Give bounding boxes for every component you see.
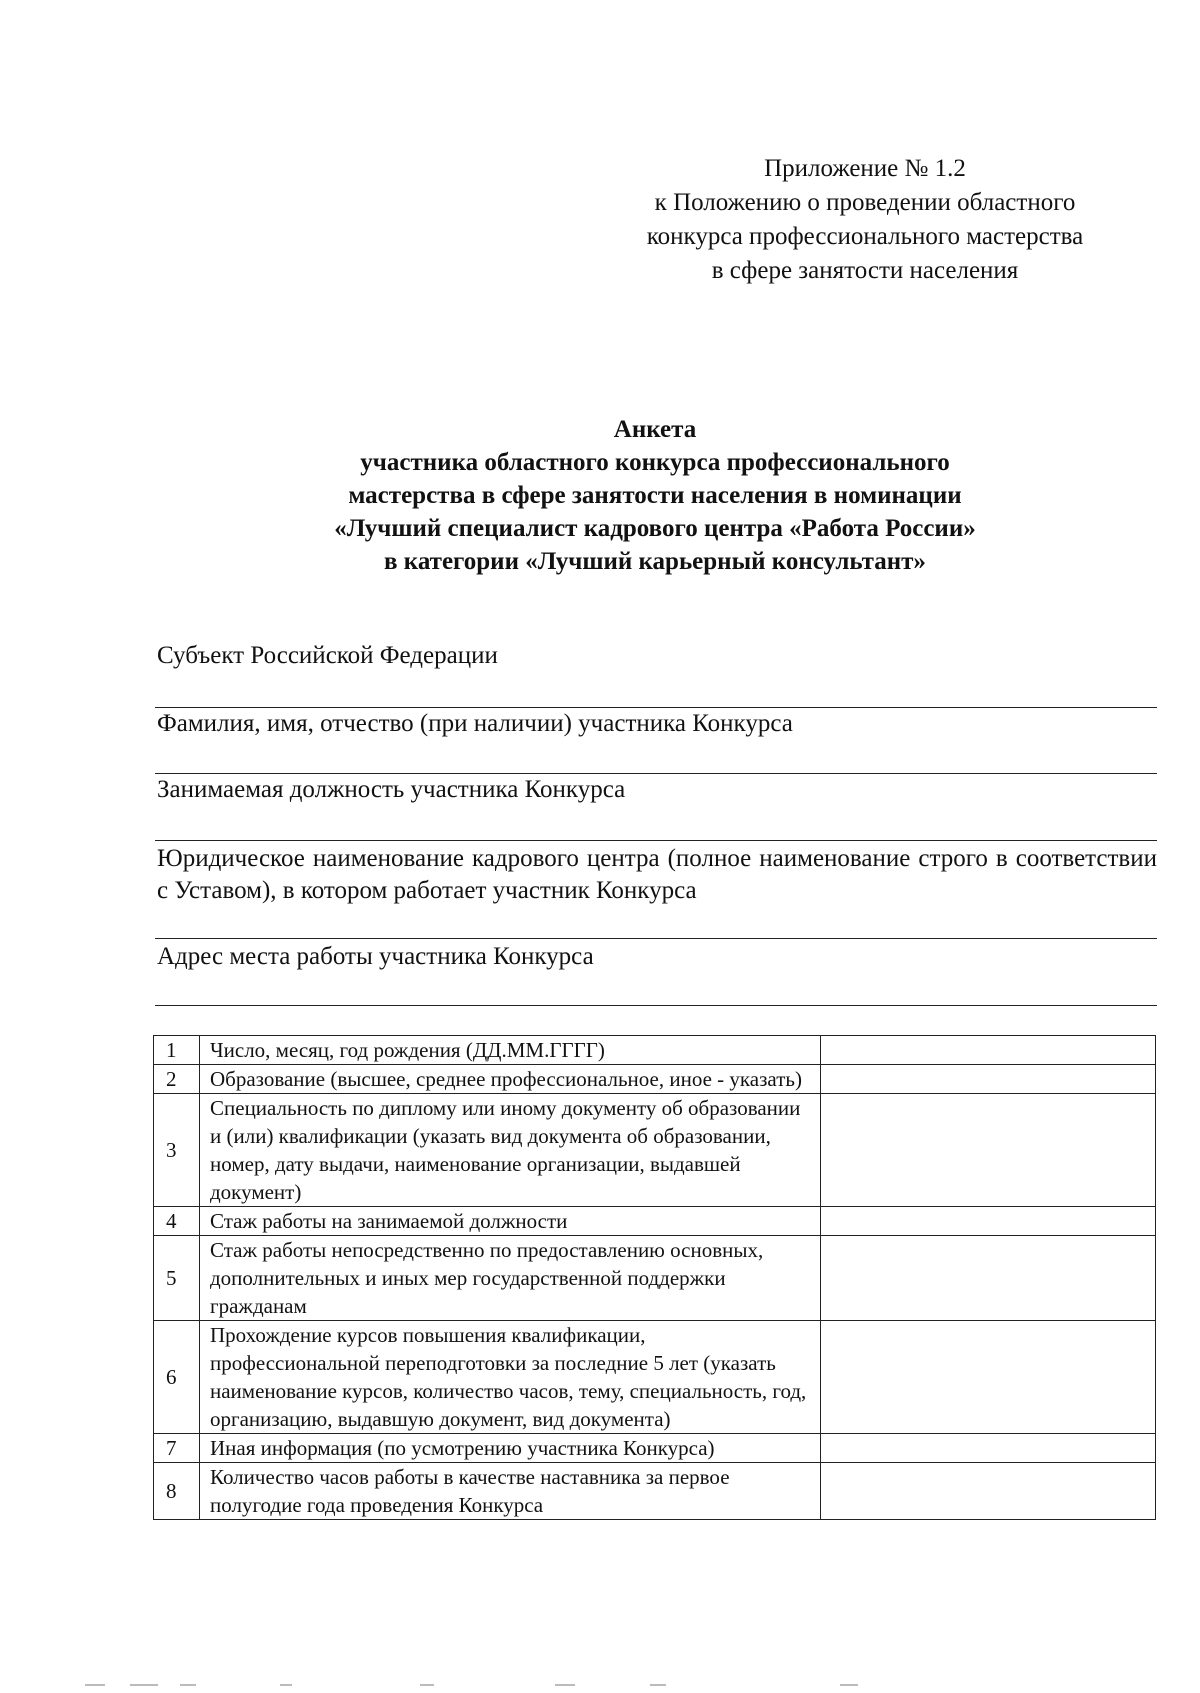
row-question: Стаж работы на занимаемой должности [200, 1207, 821, 1236]
table-row [154, 1036, 1156, 1065]
row-question: Иная информация (по усмотрению участника Конкурса) [200, 1434, 821, 1463]
title-line: участника областного конкурса профессионального [360, 449, 950, 476]
table-row [154, 1321, 1156, 1434]
appendix-line: к Положению о проведении областного [654, 189, 1076, 216]
questionnaire-table [153, 1035, 1156, 1520]
scan-artifact [840, 1684, 858, 1686]
row-answer-cell[interactable] [821, 1434, 1156, 1463]
row-question: Образование (высшее, среднее профессиональное, иное - указать) [200, 1065, 821, 1094]
row-question: Стаж работы непосредственно по предоставлению основных, дополнительных и иных мер государственной поддержки гражданам [200, 1236, 821, 1321]
row-number: 2 [154, 1065, 200, 1094]
title-line: «Лучший специалист кадрового центра «Работа России» [334, 515, 976, 542]
row-question: Прохождение курсов повышения квалификации, профессиональной переподготовки за последние 5 лет (указать наименование курсов, количество часов, тему, специальность, год, организацию, выдавшую документ, вид документа) [200, 1321, 821, 1434]
position-line[interactable] [155, 840, 1157, 841]
row-answer-cell[interactable] [821, 1207, 1156, 1236]
scan-artifact [130, 1684, 158, 1686]
appendix-line: Приложение № 1.2 [764, 155, 966, 182]
row-question: Число, месяц, год рождения (ДД.ММ.ГГГГ) [200, 1036, 821, 1065]
full-name-label: Фамилия, имя, отчество (при наличии) участника Конкурса [157, 710, 793, 737]
table-row [154, 1094, 1156, 1207]
row-question: Специальность по диплому или иному документу об образовании и (или) квалификации (указать вид документа об образовании, номер, дату выдачи, наименование организации, выдавшей документ) [200, 1094, 821, 1207]
scan-artifact [280, 1684, 292, 1686]
form-title [150, 413, 1160, 578]
scan-artifact [420, 1684, 434, 1686]
row-answer-cell[interactable] [821, 1094, 1156, 1207]
scan-artifact [180, 1684, 196, 1686]
row-answer-cell[interactable] [821, 1236, 1156, 1321]
row-number: 4 [154, 1207, 200, 1236]
row-answer-cell[interactable] [821, 1463, 1156, 1520]
row-number: 7 [154, 1434, 200, 1463]
scan-artifact [650, 1684, 666, 1686]
table-row [154, 1065, 1156, 1094]
table-row [154, 1434, 1156, 1463]
row-answer-cell[interactable] [821, 1036, 1156, 1065]
table-row [154, 1463, 1156, 1520]
address-label: Адрес места работы участника Конкурса [157, 943, 594, 970]
legal-name-label: Юридическое наименование кадрового центра (полное наименование строго в соответствии с Уставом), в котором работает участник Конкурса [157, 845, 1157, 904]
scan-artifact [555, 1684, 575, 1686]
subject-label: Субъект Российской Федерации [157, 642, 498, 669]
scan-artifact [85, 1684, 105, 1686]
appendix-line: конкурса профессионального мастерства [646, 223, 1084, 250]
row-question: Количество часов работы в качестве наставника за первое полугодие года проведения Конкурса [200, 1463, 821, 1520]
row-answer-cell[interactable] [821, 1321, 1156, 1434]
row-number: 1 [154, 1036, 200, 1065]
table-row [154, 1236, 1156, 1321]
appendix-line: в сфере занятости населения [711, 257, 1019, 284]
address-line[interactable] [155, 1005, 1157, 1006]
title-line: Анкета [613, 416, 697, 443]
legal-name-line[interactable] [155, 938, 1157, 939]
position-label: Занимаемая должность участника Конкурса [157, 776, 626, 803]
row-number: 8 [154, 1463, 200, 1520]
appendix-header [600, 152, 1130, 288]
row-answer-cell[interactable] [821, 1065, 1156, 1094]
row-number: 3 [154, 1094, 200, 1207]
row-number: 5 [154, 1236, 200, 1321]
row-number: 6 [154, 1321, 200, 1434]
title-line: в категории «Лучший карьерный консультант» [384, 548, 926, 575]
title-line: мастерства в сфере занятости населения в номинации [348, 482, 962, 509]
table-row [154, 1207, 1156, 1236]
